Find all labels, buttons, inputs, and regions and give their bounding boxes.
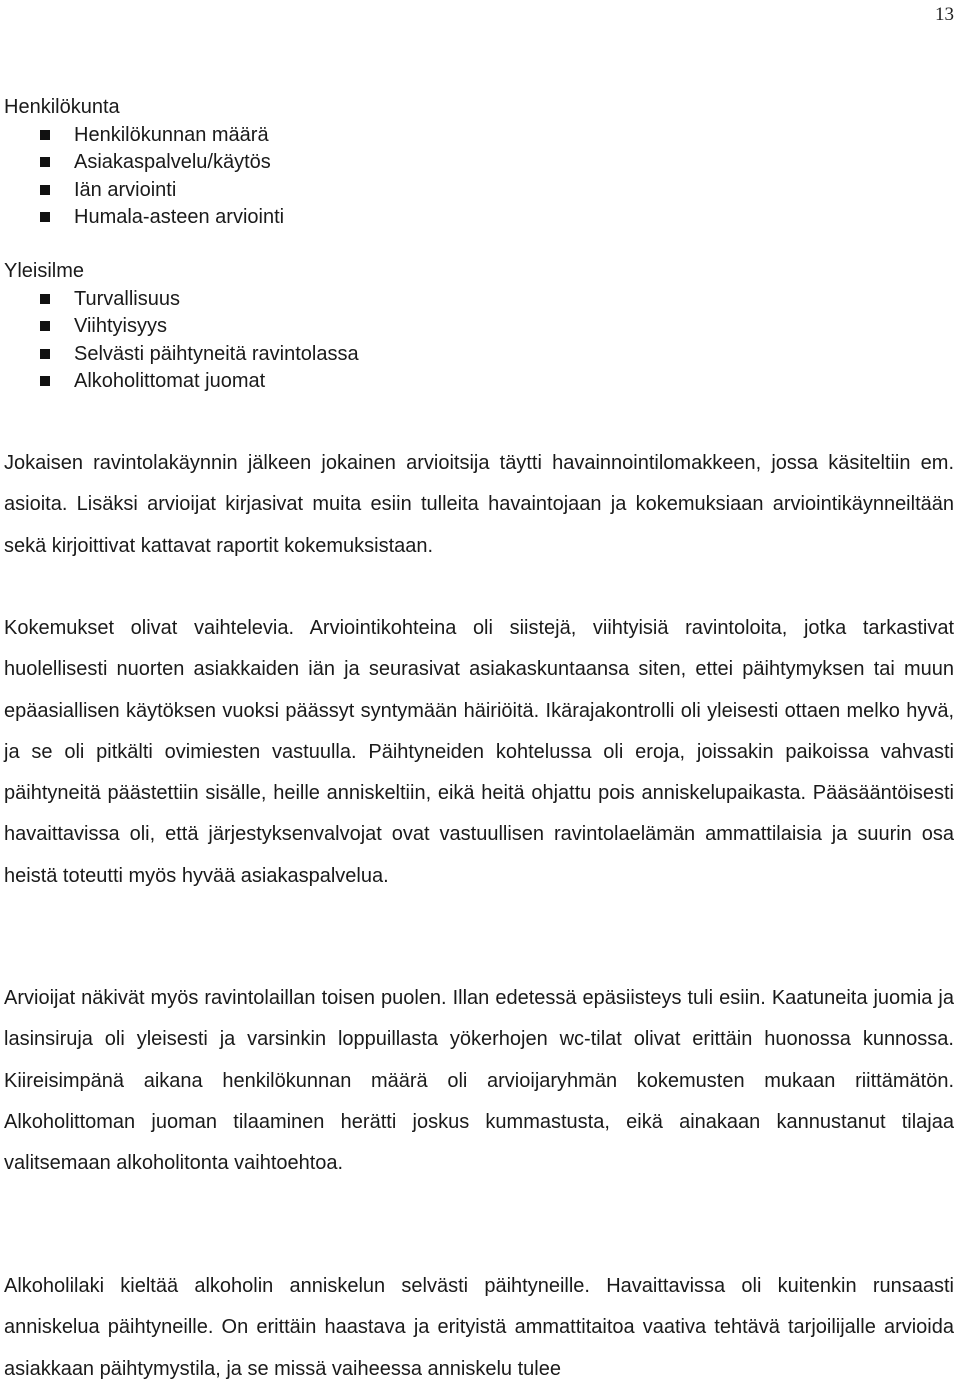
paragraph-experiences: Kokemukset olivat vaihtelevia. Arviointikohteina oli siistejä, viihtyisiä ravintoloita, jotka tarkastivat huolellisesti nuorten asiakkaiden iän ja seurasivat asiakaskuntaansa siten, ettei päihtymyksen tai muun epäasiallisen käytöksen vuoksi päässyt syntymään häiriöitä. Ikärajakontrolli oli yleisesti ottaen melko hyvä, ja se oli pitkälti ovimiesten vastuulla. Päihtyneiden kohtelussa oli eroja, joissakin paikoissa vahvasti päihtyneitä päästettiin sisälle, heille anniskeltiin, eikä heitä ohjattu pois anniskelupaikasta. Pääsääntöisesti havaittavissa oli, että järjestyksenvalvojat ovat vastuullisen ravintolaelämän ammattilaisia ja suurin osa heistä toteutti myös hyvää asiakaspalvelua. bbox=[4, 617, 954, 887]
bullet-list bbox=[4, 122, 956, 232]
list-heading: Yleisilme bbox=[4, 260, 85, 282]
paragraph-alcohol-law: Alkoholilaki kieltää alkoholin anniskelun selvästi päihtyneille. Havaittavissa oli kuitenkin runsaasti anniskelua päihtyneille. On erittäin haastava ja erityistä ammattitaitoa vaativa tehtävä tarjoilijalle arvioida asiakkaan päihtymystila, ja se missä vaiheessa anniskelu tulee bbox=[4, 1275, 954, 1380]
list-item: Turvallisuus bbox=[40, 286, 956, 314]
paragraph-evaluation-method: Jokaisen ravintolakäynnin jälkeen jokainen arvioitsija täytti havainnointilomakkeen, jossa käsiteltiin em. asioita. Lisäksi arvioijat kirjasivat muita esiin tulleita havaintojaan ja kokemuksiaan arviointikäynneiltään sekä kirjoittivat kattavat raportit kokemuksistaan. bbox=[4, 452, 954, 557]
bullet-list bbox=[4, 286, 956, 396]
list-item: Alkoholittomat juomat bbox=[40, 368, 956, 396]
list-section-yleisilme bbox=[4, 258, 956, 396]
list-item: Selvästi päihtyneitä ravintolassa bbox=[40, 341, 956, 369]
list-item: Humala-asteen arviointi bbox=[40, 204, 956, 232]
list-item: Viihtyisyys bbox=[40, 313, 956, 341]
paragraph-other-side: Arvioijat näkivät myös ravintolaillan toisen puolen. Illan edetessä epäsiisteys tuli esiin. Kaatuneita juomia ja lasinsiruja oli yleisesti ja varsinkin loppuillasta yökerhojen wc-tilat olivat erittäin huonossa kunnossa. Kiireisimpänä aikana henkilökunnan määrä oli arvioijaryhmän kokemusten mukaan riittämätön. Alkoholittoman juoman tilaaminen herätti joskus kummastusta, eikä ainakaan kannustanut tilajaa valitsemaan alkoholitonta vaihtoehtoa. bbox=[4, 987, 954, 1175]
list-item: Asiakaspalvelu/käytös bbox=[40, 149, 956, 177]
list-section-henkilokunta bbox=[4, 94, 956, 232]
list-item: Henkilökunnan määrä bbox=[40, 122, 956, 150]
page-number: 13 bbox=[935, 4, 954, 25]
list-item: Iän arviointi bbox=[40, 177, 956, 205]
list-heading: Henkilökunta bbox=[4, 96, 120, 118]
